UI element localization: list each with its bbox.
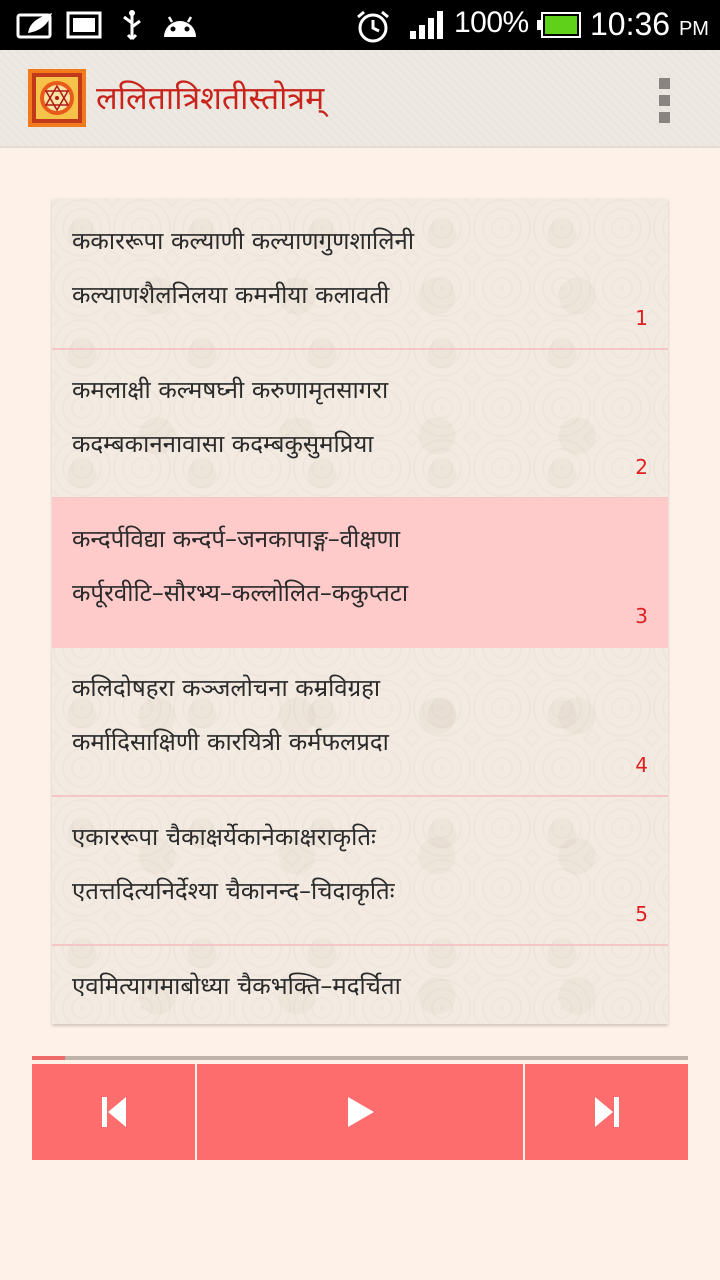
play-icon [344,1095,376,1129]
verse-line-1: एवमित्यागमाबोध्या चैकभक्ति–मदर्चिता [72,972,401,1000]
verse-item-active[interactable] [52,498,668,648]
verse-line-1: कलिदोषहरा कञ्जलोचना कम्रविग्रहा [72,674,381,702]
playback-progress-fill [32,1056,65,1060]
verse-line-2: कर्मादिसाक्षिणी कारयित्री कर्मफलप्रदा [72,728,389,756]
verse-number: 2 [635,455,648,479]
verse-number: 1 [635,306,648,330]
image-notification-icon [66,9,104,41]
skip-next-icon [593,1095,621,1129]
verse-line-1: एकाररूपा चैकाक्षर्येकानेकाक्षराकृतिः [72,823,376,851]
playback-controls [32,1064,688,1160]
alarm-icon [354,9,392,45]
verse-number: 4 [635,753,648,777]
signal-icon [406,9,446,41]
verse-line-2: कदम्बकाननावासा कदम्बकुसुमप्रिया [72,430,374,458]
verse-line-1: कमलाक्षी कल्मषघ्नी करुणामृतसागरा [72,376,389,404]
skip-previous-icon [100,1095,128,1129]
notification-leaf-icon [16,9,56,41]
playback-progress-bar[interactable] [32,1056,688,1060]
previous-button[interactable] [32,1064,195,1160]
verse-line-1: कन्दर्पविद्या कन्दर्प–जनकापाङ्ग–वीक्षणा [72,525,401,553]
battery-icon [536,9,582,41]
verse-number: 5 [635,902,648,926]
verse-item[interactable] [52,349,668,499]
clock-ampm: PM [678,18,709,40]
status-bar [0,0,720,50]
verse-line-2: एतत्तदित्यनिर्देश्या चैकानन्द–चिदाकृतिः [72,877,395,905]
battery-percent: 100% [454,6,529,39]
verse-item[interactable] [52,647,668,797]
clock-time: 10:36 [590,6,671,42]
verse-list[interactable] [52,198,668,1024]
verse-number: 3 [635,604,648,628]
action-bar [0,50,720,148]
verse-item[interactable] [52,945,668,1024]
sri-yantra-icon[interactable] [28,69,86,127]
verse-item[interactable] [52,796,668,946]
android-debug-icon [160,9,200,41]
verse-line-1: ककाररूपा कल्याणी कल्याणगुणशालिनी [72,227,415,255]
next-button[interactable] [525,1064,688,1160]
app-title: ललितात्रिशतीस्तोत्रम् [96,79,325,117]
usb-icon [118,9,146,43]
overflow-menu-icon[interactable] [652,76,678,126]
clock [590,6,709,43]
verse-line-2: कर्पूरवीटि–सौरभ्य–कल्लोलित–ककुप्तटा [72,579,409,607]
play-button[interactable] [197,1064,523,1160]
verse-line-2: कल्याणशैलनिलया कमनीया कलावती [72,281,390,309]
verse-item[interactable] [52,200,668,350]
